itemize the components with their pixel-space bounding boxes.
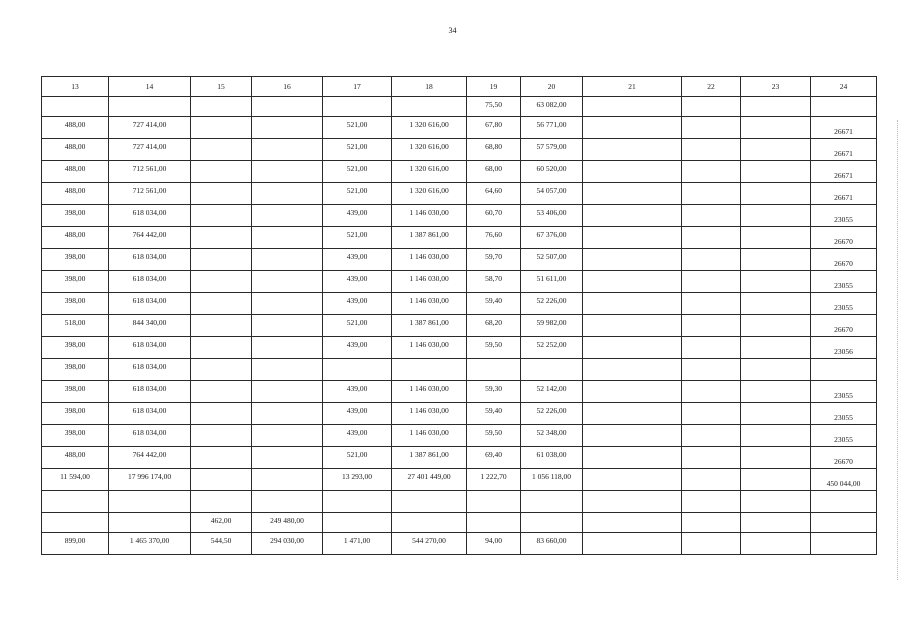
cell bbox=[682, 205, 741, 227]
cell: 618 034,00 bbox=[109, 249, 191, 271]
cell bbox=[521, 359, 583, 381]
cell: 61 038,00 bbox=[521, 447, 583, 469]
cell: 439,00 bbox=[323, 205, 392, 227]
cell: 59,50 bbox=[467, 425, 521, 447]
cell: 13 293,00 bbox=[323, 469, 392, 491]
cell: 63 082,00 bbox=[521, 97, 583, 117]
cell: 398,00 bbox=[42, 381, 109, 403]
cell: 1 146 030,00 bbox=[392, 293, 467, 315]
cell bbox=[252, 117, 323, 139]
cell bbox=[682, 359, 741, 381]
cell: 398,00 bbox=[42, 249, 109, 271]
cell: 94,00 bbox=[467, 533, 521, 555]
cell: 1 146 030,00 bbox=[392, 249, 467, 271]
cell: 59,40 bbox=[467, 293, 521, 315]
cell: 1 146 030,00 bbox=[392, 205, 467, 227]
cell bbox=[191, 491, 252, 513]
cell: 398,00 bbox=[42, 359, 109, 381]
cell: 26671 bbox=[811, 161, 877, 183]
cell: 488,00 bbox=[42, 117, 109, 139]
cell bbox=[467, 359, 521, 381]
cell: 439,00 bbox=[323, 381, 392, 403]
cell: 76,60 bbox=[467, 227, 521, 249]
section-row bbox=[42, 513, 877, 533]
cell: 712 561,00 bbox=[109, 183, 191, 205]
cell bbox=[191, 249, 252, 271]
cell: 19 bbox=[467, 77, 521, 97]
cell: 521,00 bbox=[323, 183, 392, 205]
cell bbox=[392, 97, 467, 117]
header-row bbox=[42, 77, 877, 97]
cell bbox=[252, 249, 323, 271]
cell: 1 146 030,00 bbox=[392, 337, 467, 359]
cell bbox=[467, 513, 521, 533]
cell bbox=[252, 491, 323, 513]
cell: 67 376,00 bbox=[521, 227, 583, 249]
cell: 52 252,00 bbox=[521, 337, 583, 359]
cell bbox=[323, 513, 392, 533]
cell: 1 056 118,00 bbox=[521, 469, 583, 491]
cell: 1 146 030,00 bbox=[392, 403, 467, 425]
cell: 59,50 bbox=[467, 337, 521, 359]
cell bbox=[583, 183, 682, 205]
cell bbox=[682, 403, 741, 425]
cell: 52 142,00 bbox=[521, 381, 583, 403]
table-row bbox=[42, 183, 877, 205]
cell bbox=[42, 97, 109, 117]
cell bbox=[191, 271, 252, 293]
cell bbox=[682, 271, 741, 293]
cell bbox=[682, 183, 741, 205]
cell: 26671 bbox=[811, 139, 877, 161]
cell: 398,00 bbox=[42, 271, 109, 293]
cell: 23 bbox=[741, 77, 811, 97]
cell: 1 146 030,00 bbox=[392, 381, 467, 403]
cell bbox=[741, 403, 811, 425]
cell: 53 406,00 bbox=[521, 205, 583, 227]
cell: 712 561,00 bbox=[109, 161, 191, 183]
table-row bbox=[42, 205, 877, 227]
cell bbox=[811, 513, 877, 533]
cell: 727 414,00 bbox=[109, 117, 191, 139]
table-row bbox=[42, 271, 877, 293]
cell bbox=[583, 117, 682, 139]
cell: 488,00 bbox=[42, 139, 109, 161]
cell bbox=[741, 97, 811, 117]
cell bbox=[583, 227, 682, 249]
cell: 488,00 bbox=[42, 183, 109, 205]
cell: 521,00 bbox=[323, 227, 392, 249]
cell bbox=[811, 491, 877, 513]
cell bbox=[741, 359, 811, 381]
cell bbox=[392, 359, 467, 381]
cell: 58,70 bbox=[467, 271, 521, 293]
cell: 618 034,00 bbox=[109, 425, 191, 447]
cell: 618 034,00 bbox=[109, 403, 191, 425]
cell: 521,00 bbox=[323, 117, 392, 139]
cell: 1 465 370,00 bbox=[109, 533, 191, 555]
cell bbox=[323, 97, 392, 117]
table-row bbox=[42, 425, 877, 447]
cell bbox=[811, 533, 877, 555]
cell bbox=[583, 425, 682, 447]
table-row bbox=[42, 139, 877, 161]
cell bbox=[811, 359, 877, 381]
cell bbox=[109, 491, 191, 513]
cell: 618 034,00 bbox=[109, 337, 191, 359]
cell: 1 222,70 bbox=[467, 469, 521, 491]
cell: 52 226,00 bbox=[521, 293, 583, 315]
cell bbox=[741, 469, 811, 491]
cell bbox=[741, 139, 811, 161]
cell: 764 442,00 bbox=[109, 227, 191, 249]
cell: 618 034,00 bbox=[109, 381, 191, 403]
cell: 618 034,00 bbox=[109, 359, 191, 381]
cell: 1 146 030,00 bbox=[392, 425, 467, 447]
cell bbox=[741, 293, 811, 315]
cell bbox=[741, 249, 811, 271]
cell: 59,40 bbox=[467, 403, 521, 425]
cell bbox=[583, 381, 682, 403]
cell bbox=[583, 97, 682, 117]
cell bbox=[682, 381, 741, 403]
cell: 21 bbox=[583, 77, 682, 97]
cell: 24 bbox=[811, 77, 877, 97]
cell: 518,00 bbox=[42, 315, 109, 337]
cell bbox=[191, 139, 252, 161]
cell: 249 480,00 bbox=[252, 513, 323, 533]
cell bbox=[741, 117, 811, 139]
cell: 15 bbox=[191, 77, 252, 97]
cell bbox=[741, 315, 811, 337]
cell bbox=[191, 183, 252, 205]
cell bbox=[467, 491, 521, 513]
cell: 727 414,00 bbox=[109, 139, 191, 161]
cell bbox=[682, 117, 741, 139]
cell bbox=[323, 359, 392, 381]
cell bbox=[252, 183, 323, 205]
cell: 439,00 bbox=[323, 293, 392, 315]
cell: 521,00 bbox=[323, 161, 392, 183]
cell: 398,00 bbox=[42, 293, 109, 315]
cell: 23055 bbox=[811, 381, 877, 403]
cell bbox=[682, 227, 741, 249]
cell: 57 579,00 bbox=[521, 139, 583, 161]
cell: 1 320 616,00 bbox=[392, 161, 467, 183]
cell: 20 bbox=[521, 77, 583, 97]
cell: 23055 bbox=[811, 425, 877, 447]
cell bbox=[252, 205, 323, 227]
cell: 1 320 616,00 bbox=[392, 117, 467, 139]
cell bbox=[191, 293, 252, 315]
table-row bbox=[42, 337, 877, 359]
cell: 16 bbox=[252, 77, 323, 97]
cell bbox=[741, 161, 811, 183]
cell: 68,20 bbox=[467, 315, 521, 337]
cell: 439,00 bbox=[323, 271, 392, 293]
cell: 26670 bbox=[811, 447, 877, 469]
cell: 23055 bbox=[811, 271, 877, 293]
cell: 23055 bbox=[811, 293, 877, 315]
cell: 1 387 861,00 bbox=[392, 227, 467, 249]
cell bbox=[191, 227, 252, 249]
cell bbox=[252, 425, 323, 447]
cell: 13 bbox=[42, 77, 109, 97]
cell bbox=[682, 139, 741, 161]
table-row bbox=[42, 97, 877, 117]
cell: 17 bbox=[323, 77, 392, 97]
cell bbox=[252, 469, 323, 491]
cell: 398,00 bbox=[42, 205, 109, 227]
cell bbox=[109, 513, 191, 533]
cell bbox=[682, 469, 741, 491]
cell: 398,00 bbox=[42, 425, 109, 447]
cell bbox=[191, 161, 252, 183]
cell bbox=[323, 491, 392, 513]
cell: 618 034,00 bbox=[109, 293, 191, 315]
cell bbox=[682, 161, 741, 183]
cell bbox=[741, 205, 811, 227]
cell bbox=[42, 513, 109, 533]
cell: 67,80 bbox=[467, 117, 521, 139]
cell bbox=[741, 183, 811, 205]
cell: 1 387 861,00 bbox=[392, 315, 467, 337]
cell bbox=[191, 97, 252, 117]
cell: 18 bbox=[392, 77, 467, 97]
data-table bbox=[41, 76, 877, 555]
cell bbox=[583, 293, 682, 315]
cell bbox=[191, 337, 252, 359]
table-row bbox=[42, 381, 877, 403]
cell bbox=[682, 533, 741, 555]
cell: 462,00 bbox=[191, 513, 252, 533]
cell: 75,50 bbox=[467, 97, 521, 117]
cell bbox=[392, 513, 467, 533]
cell bbox=[191, 381, 252, 403]
cell bbox=[583, 447, 682, 469]
cell: 450 044,00 bbox=[811, 469, 877, 491]
cell bbox=[252, 403, 323, 425]
cell bbox=[741, 447, 811, 469]
cell: 521,00 bbox=[323, 447, 392, 469]
cell bbox=[741, 491, 811, 513]
cell bbox=[252, 97, 323, 117]
cell: 56 771,00 bbox=[521, 117, 583, 139]
cell bbox=[583, 271, 682, 293]
cell bbox=[252, 271, 323, 293]
cell: 27 401 449,00 bbox=[392, 469, 467, 491]
cell: 439,00 bbox=[323, 403, 392, 425]
final-row bbox=[42, 533, 877, 555]
cell: 23055 bbox=[811, 205, 877, 227]
cell bbox=[583, 249, 682, 271]
spacer-row bbox=[42, 491, 877, 513]
cell: 59 982,00 bbox=[521, 315, 583, 337]
cell: 521,00 bbox=[323, 139, 392, 161]
cell bbox=[682, 249, 741, 271]
table-row bbox=[42, 293, 877, 315]
cell: 844 340,00 bbox=[109, 315, 191, 337]
cell: 26670 bbox=[811, 315, 877, 337]
cell bbox=[191, 315, 252, 337]
cell bbox=[741, 513, 811, 533]
cell: 398,00 bbox=[42, 337, 109, 359]
cell: 544 270,00 bbox=[392, 533, 467, 555]
cell bbox=[583, 491, 682, 513]
cell: 488,00 bbox=[42, 161, 109, 183]
cell bbox=[583, 403, 682, 425]
cell bbox=[741, 381, 811, 403]
cell: 23056 bbox=[811, 337, 877, 359]
cell bbox=[583, 513, 682, 533]
cell: 26670 bbox=[811, 227, 877, 249]
cell bbox=[252, 381, 323, 403]
cell bbox=[252, 293, 323, 315]
cell bbox=[109, 97, 191, 117]
cell: 26671 bbox=[811, 183, 877, 205]
cell bbox=[392, 491, 467, 513]
cell bbox=[521, 491, 583, 513]
cell: 52 507,00 bbox=[521, 249, 583, 271]
cell: 1 387 861,00 bbox=[392, 447, 467, 469]
cell bbox=[252, 315, 323, 337]
cell: 488,00 bbox=[42, 227, 109, 249]
cell bbox=[682, 293, 741, 315]
cell bbox=[741, 533, 811, 555]
cell: 1 320 616,00 bbox=[392, 139, 467, 161]
cell: 60 520,00 bbox=[521, 161, 583, 183]
cell: 52 226,00 bbox=[521, 403, 583, 425]
cell bbox=[741, 227, 811, 249]
table-row bbox=[42, 447, 877, 469]
table-row bbox=[42, 161, 877, 183]
cell bbox=[191, 447, 252, 469]
cell: 26671 bbox=[811, 117, 877, 139]
cell bbox=[583, 469, 682, 491]
cell: 52 348,00 bbox=[521, 425, 583, 447]
cell bbox=[682, 337, 741, 359]
cell bbox=[741, 425, 811, 447]
cell bbox=[252, 139, 323, 161]
cell: 51 611,00 bbox=[521, 271, 583, 293]
cell: 83 660,00 bbox=[521, 533, 583, 555]
cell bbox=[583, 337, 682, 359]
cell bbox=[682, 491, 741, 513]
cell: 54 057,00 bbox=[521, 183, 583, 205]
cell: 69,40 bbox=[467, 447, 521, 469]
cell: 764 442,00 bbox=[109, 447, 191, 469]
cell: 59,30 bbox=[467, 381, 521, 403]
cell bbox=[191, 117, 252, 139]
cell bbox=[191, 403, 252, 425]
cell bbox=[682, 425, 741, 447]
cell: 439,00 bbox=[323, 249, 392, 271]
cell: 1 146 030,00 bbox=[392, 271, 467, 293]
cell bbox=[741, 271, 811, 293]
cell bbox=[191, 359, 252, 381]
table-row bbox=[42, 403, 877, 425]
cell: 14 bbox=[109, 77, 191, 97]
cell bbox=[42, 491, 109, 513]
page-number: 34 bbox=[448, 26, 457, 35]
cell: 1 320 616,00 bbox=[392, 183, 467, 205]
cell: 439,00 bbox=[323, 337, 392, 359]
cell bbox=[252, 337, 323, 359]
cell bbox=[682, 447, 741, 469]
cell: 23055 bbox=[811, 403, 877, 425]
cell: 439,00 bbox=[323, 425, 392, 447]
cell bbox=[583, 315, 682, 337]
cell: 544,50 bbox=[191, 533, 252, 555]
cell bbox=[583, 533, 682, 555]
cell bbox=[521, 513, 583, 533]
cell: 26670 bbox=[811, 249, 877, 271]
cell bbox=[252, 161, 323, 183]
cell: 11 594,00 bbox=[42, 469, 109, 491]
cell bbox=[741, 337, 811, 359]
cell: 618 034,00 bbox=[109, 205, 191, 227]
table-row bbox=[42, 469, 877, 491]
cell bbox=[252, 447, 323, 469]
cell bbox=[191, 205, 252, 227]
cell bbox=[252, 227, 323, 249]
table-row bbox=[42, 315, 877, 337]
cell bbox=[583, 161, 682, 183]
cell bbox=[811, 97, 877, 117]
cell: 1 471,00 bbox=[323, 533, 392, 555]
cell: 60,70 bbox=[467, 205, 521, 227]
cell: 899,00 bbox=[42, 533, 109, 555]
cell bbox=[682, 97, 741, 117]
cell: 294 030,00 bbox=[252, 533, 323, 555]
cell: 488,00 bbox=[42, 447, 109, 469]
cell: 521,00 bbox=[323, 315, 392, 337]
table-row bbox=[42, 227, 877, 249]
cell bbox=[682, 513, 741, 533]
cell: 22 bbox=[682, 77, 741, 97]
table-row bbox=[42, 359, 877, 381]
cell: 68,80 bbox=[467, 139, 521, 161]
table-row bbox=[42, 249, 877, 271]
cell bbox=[682, 315, 741, 337]
cell: 68,00 bbox=[467, 161, 521, 183]
cell bbox=[583, 205, 682, 227]
cell bbox=[252, 359, 323, 381]
cell: 398,00 bbox=[42, 403, 109, 425]
cell: 64,60 bbox=[467, 183, 521, 205]
scan-margin-dots bbox=[897, 120, 901, 580]
cell bbox=[191, 469, 252, 491]
cell: 618 034,00 bbox=[109, 271, 191, 293]
table-row bbox=[42, 117, 877, 139]
cell bbox=[583, 139, 682, 161]
cell: 17 996 174,00 bbox=[109, 469, 191, 491]
cell: 59,70 bbox=[467, 249, 521, 271]
cell bbox=[191, 425, 252, 447]
cell bbox=[583, 359, 682, 381]
